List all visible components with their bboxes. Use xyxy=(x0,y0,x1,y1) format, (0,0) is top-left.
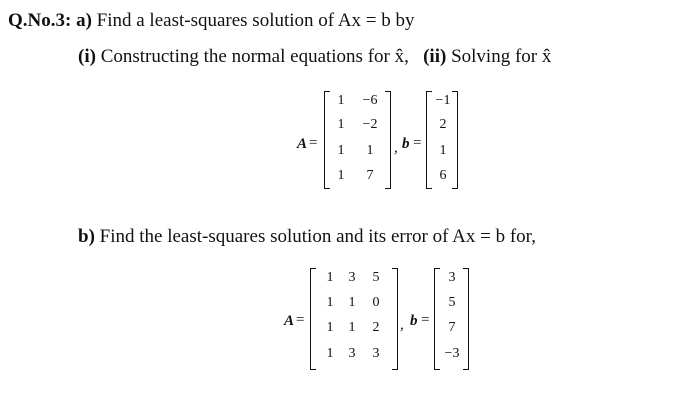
vector-b-cell: 1 xyxy=(439,143,447,158)
vector-b-cell: 3 xyxy=(448,270,456,285)
matrix-a-label: A xyxy=(284,313,295,329)
matrix-a-label: A xyxy=(297,136,308,152)
matrix-a-cell: 1 xyxy=(348,320,356,335)
matrix-a-cell: 1 xyxy=(337,117,345,132)
matrix-a-cell: 1 xyxy=(348,295,356,310)
sub-i-label: (i) xyxy=(78,46,96,67)
matrix-a-cell: 3 xyxy=(372,346,380,361)
vector-b-cell: −1 xyxy=(435,93,451,108)
matrix-a-cell: 5 xyxy=(372,270,380,285)
part-b-line xyxy=(78,226,536,248)
vector-b-left-bracket xyxy=(434,268,440,370)
part-b-label: b) xyxy=(78,226,95,247)
matrix-a-cell: 1 xyxy=(326,346,334,361)
matrix-a-right-bracket xyxy=(392,268,398,370)
equals-sign: = xyxy=(421,312,430,328)
vector-b-cell: −3 xyxy=(444,346,460,361)
matrix-a-cell: 1 xyxy=(337,143,345,158)
part-a-text: Find a least-squares solution of Ax = b by xyxy=(96,10,415,31)
sub-i-text: Constructing the normal equations for x̂, xyxy=(100,46,409,67)
matrix-a-cell: 1 xyxy=(337,168,345,183)
matrix-a-cell: 1 xyxy=(326,295,334,310)
part-a-subitems xyxy=(78,46,551,68)
matrix-a-cell: 2 xyxy=(372,320,380,335)
matrix-a-cell: 1 xyxy=(337,93,345,108)
vector-b-cell: 6 xyxy=(439,168,447,183)
matrix-a-cell: 3 xyxy=(348,270,356,285)
vector-b-right-bracket xyxy=(463,268,469,370)
sub-ii-text: Solving for x̂ xyxy=(451,46,552,67)
question-number: Q.No.3: xyxy=(8,10,72,31)
equals-sign: = xyxy=(413,135,422,151)
equals-sign: = xyxy=(309,135,318,151)
part-b-text: Find the least-squares solution and its error of Ax = b for, xyxy=(99,226,536,247)
matrix-a-cell: 1 xyxy=(366,143,374,158)
equals-sign: = xyxy=(296,312,305,328)
comma: , xyxy=(394,140,398,156)
vector-b-cell: 2 xyxy=(439,117,447,132)
part-a-label: a) xyxy=(76,10,92,31)
vector-b-label: b xyxy=(402,136,410,152)
vector-b-label: b xyxy=(410,313,418,329)
matrix-a-cell: −6 xyxy=(362,93,378,108)
vector-b-cell: 7 xyxy=(448,320,456,335)
matrix-a-right-bracket xyxy=(385,91,391,189)
matrix-a-cell: 7 xyxy=(366,168,374,183)
comma: , xyxy=(400,317,404,333)
matrix-a-cell: 0 xyxy=(372,295,380,310)
matrix-a-cell: −2 xyxy=(362,117,378,132)
sub-ii-label: (ii) xyxy=(423,46,447,67)
matrix-a-left-bracket xyxy=(310,268,316,370)
question-header xyxy=(8,10,415,32)
matrix-a-cell: 1 xyxy=(326,270,334,285)
matrix-a-cell: 3 xyxy=(348,346,356,361)
matrix-a-cell: 1 xyxy=(326,320,334,335)
vector-b-cell: 5 xyxy=(448,295,456,310)
